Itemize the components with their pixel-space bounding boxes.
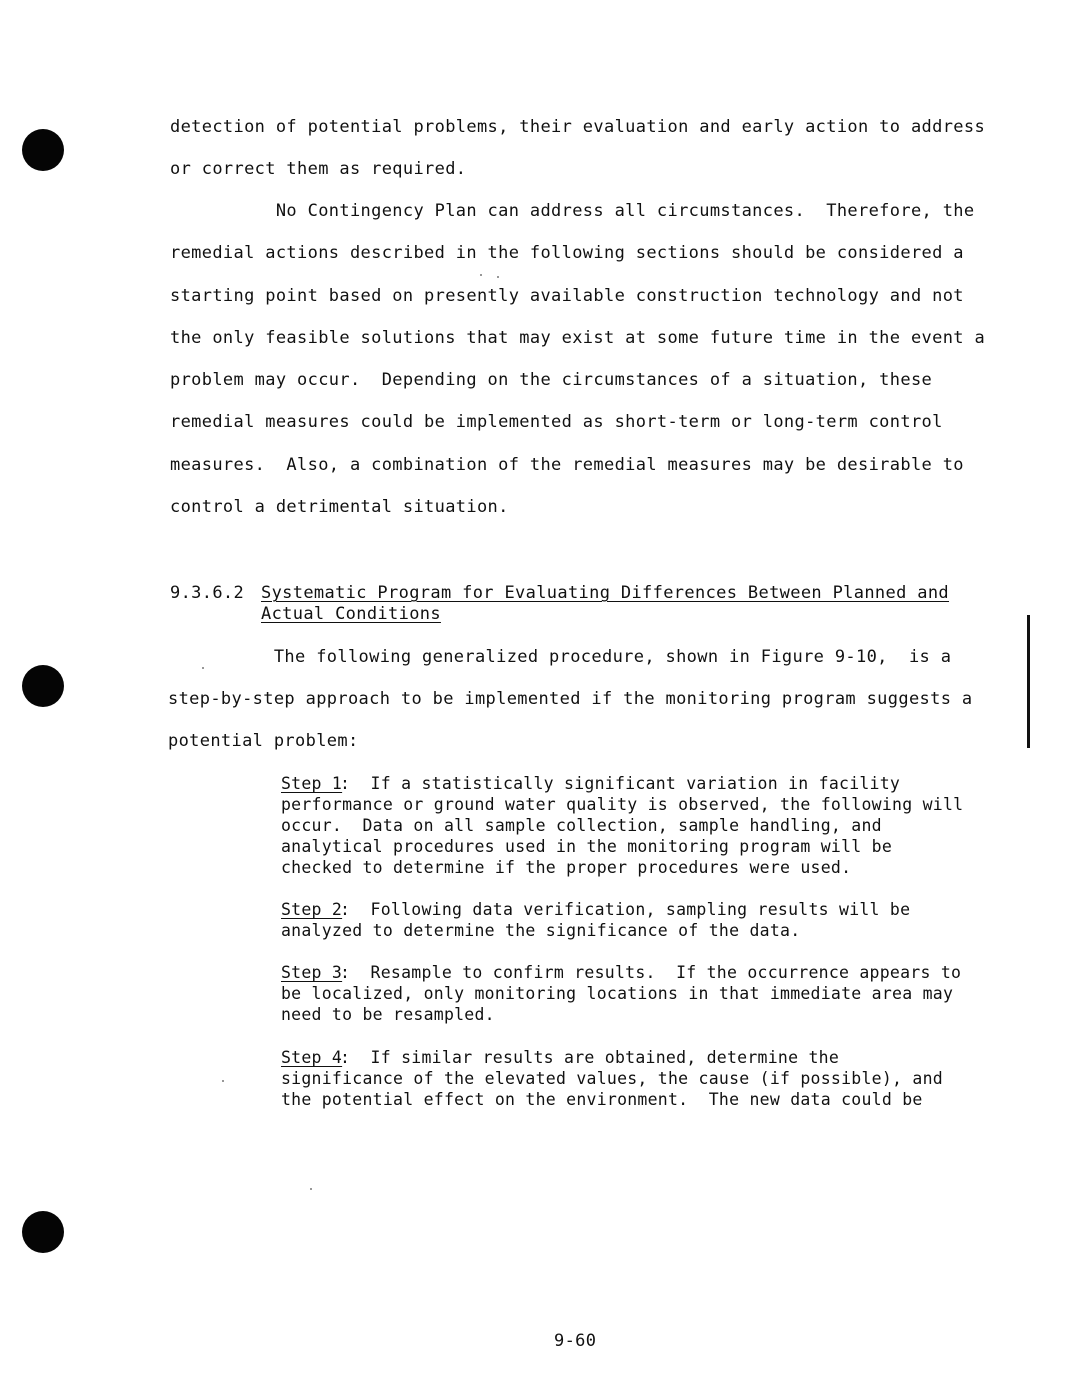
step-1-line-3: occur. Data on all sample collection, sample handling, and [281,816,882,835]
scan-speck [480,274,482,276]
intro-line-2: or correct them as required. [170,159,467,179]
procedure-line-2: step-by-step approach to be implemented if the monitoring program suggests a [168,689,973,709]
section-number: 9.3.6.2 [170,583,245,603]
step-1-line-1: : If a statistically significant variation in facility [340,774,901,793]
procedure-line-1: The following generalized procedure, shown in Figure 9-10, is a [168,647,952,667]
step-4-label: Step 4 [281,1048,343,1067]
scan-speck [222,1080,224,1082]
step-1-line-2: performance or ground water quality is observed, the following will [281,795,964,814]
step-2-line-2: analyzed to determine the significance of the data. [281,921,801,940]
page-number: 9-60 [554,1331,597,1351]
step-4-line-3: the potential effect on the environment. The new data could be [281,1090,923,1109]
step-3-label: Step 3 [281,963,343,982]
step-2-label: Step 2 [281,900,343,919]
scan-speck [202,667,204,669]
step-3-line-3: need to be resampled. [281,1005,495,1024]
step-3-line-2: be localized, only monitoring locations in that immediate area may [281,984,954,1003]
step-3-line-1: : Resample to confirm results. If the occurrence appears to [340,963,962,982]
intro-line-7: problem may occur. Depending on the circumstances of a situation, these [170,370,933,390]
scan-speck [310,1188,312,1190]
section-title-line-1: Systematic Program for Evaluating Differences Between Planned and [261,583,950,603]
scan-speck [497,276,499,278]
intro-line-8: remedial measures could be implemented as short-term or long-term control [170,412,943,432]
punch-hole-top [22,129,64,171]
procedure-line-3: potential problem: [168,731,359,751]
intro-line-9: measures. Also, a combination of the remedial measures may be desirable to [170,455,964,475]
intro-line-1: detection of potential problems, their evaluation and early action to address [170,117,986,137]
punch-hole-bottom [22,1211,64,1253]
revision-bar [1027,615,1030,748]
intro-line-10: control a detrimental situation. [170,497,509,517]
step-1-label: Step 1 [281,774,343,793]
intro-line-4: remedial actions described in the following sections should be considered a [170,243,964,263]
step-2-line-1: : Following data verification, sampling results will be [340,900,911,919]
step-4-line-1: : If similar results are obtained, determine the [340,1048,840,1067]
intro-line-5: starting point based on presently available construction technology and not [170,286,964,306]
intro-line-3: No Contingency Plan can address all circumstances. Therefore, the [170,201,975,221]
step-1-line-5: checked to determine if the proper procedures were used. [281,858,852,877]
step-1-line-4: analytical procedures used in the monitoring program will be [281,837,893,856]
intro-line-6: the only feasible solutions that may exist at some future time in the event a [170,328,986,348]
step-4-line-2: significance of the elevated values, the cause (if possible), and [281,1069,943,1088]
section-title-line-2: Actual Conditions [261,604,441,624]
punch-hole-middle [22,665,64,707]
